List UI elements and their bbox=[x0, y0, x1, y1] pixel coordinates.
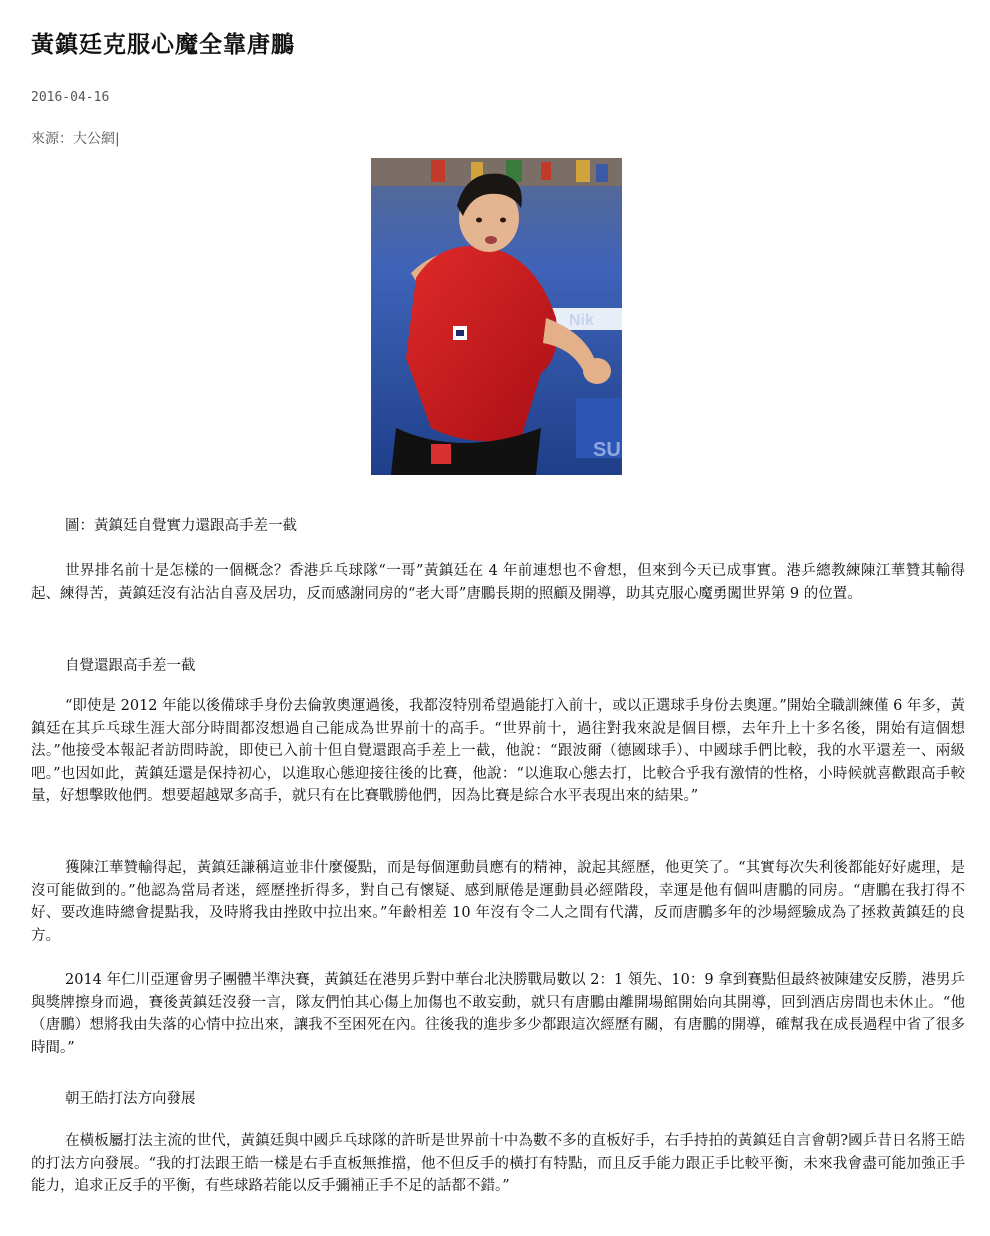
article-paragraph: 獲陳江華贊輸得起，黃鎮廷謙稱這並非什麼優點，而是每個運動員應有的精神，說起其經歷，他更笑了。“其實每次失利後都能好好處理，是沒可能做到的。”他認為當局者迷，經歷挫折得多，對自己有懷疑、感到厭倦是運動員必經階段，幸運是他有個叫唐鵬的同房。“唐鵬在我打得不好、要改進時總會提點我，及時將我由挫敗中拉出來。”年齡相差 10 年沒有令二人之間有代溝，反而唐鵬多年的沙場經驗成為了拯救黃鎮廷的良方。 bbox=[31, 860, 965, 944]
article-paragraph: 在橫板屬打法主流的世代，黃鎮廷與中國乒乓球隊的許昕是世界前十中為數不多的直板好手，右手持拍的黃鎮廷自言會朝?國乒昔日名將王皓的打法方向發展。“我的打法跟王皓一樣是右手直板無推擋，他不但反手的橫打有特點，而且反手能力跟正手比較平衡，未來我會盡可能加強正手能力，追求正反手的平衡，有些球路若能以反手彌補正手不足的話都不錯。” bbox=[31, 1133, 965, 1194]
svg-text:SU: SU bbox=[593, 439, 621, 461]
section-heading: 朝王皓打法方向發展 bbox=[65, 1091, 196, 1107]
article-paragraph: “即使是 2012 年能以後備球手身份去倫敦奧運過後，我都沒特別希望過能打入前十，或以正選球手身份去奧運。”開始全職訓練僅 6 年多，黃鎮廷在其乒乓球生涯大部分時間都沒想過自己能成為世界前十的高手。“世界前十，過往對我來說是個目標，去年升上十多名後，開始有這個想法。”他接受本報記者訪問時說，即使已入前十但自覺還跟高手差上一截，他說：“跟波爾（德國球手）、中國球手們比較，我的水平還差一、兩級吧。”也因如此，黃鎮廷還是保持初心，以進取心態迎接往後的比賽，他說：“以進取心態去打，比較合乎我有激情的性格，小時候就喜歡跟高手較量，好想擊敗他們。想要超越眾多高手，就只有在比賽戰勝他們，因為比賽是綜合水平表現出來的結果。” bbox=[31, 698, 965, 804]
photo-caption: 圖：黃鎮廷自覺實力還跟高手差一截 bbox=[65, 518, 297, 534]
article-title: 黃鎮廷克服心魔全靠唐鵬 bbox=[31, 32, 295, 58]
section-heading: 自覺還跟高手差一截 bbox=[65, 658, 196, 674]
article-source: 來源：大公網| bbox=[31, 131, 120, 147]
svg-text:Nik: Nik bbox=[569, 312, 594, 329]
article-paragraph: 世界排名前十是怎樣的一個概念？香港乒乓球隊“一哥”黃鎮廷在 4 年前連想也不會想，但來到今天已成事實。港乒總教練陳江華贊其輸得起、練得苦，黃鎮廷沒有沾沾自喜及居功，反而感謝同房的“老大哥”唐鵬長期的照顧及開導，助其克服心魔勇闖世界第 9 的位置。 bbox=[31, 563, 965, 602]
table-tennis-player-image bbox=[371, 158, 622, 475]
publish-date: 2016-04-16 bbox=[31, 90, 110, 105]
article-photo bbox=[371, 158, 622, 475]
article-paragraph: 2014 年仁川亞運會男子團體半準決賽，黃鎮廷在港男乒對中華台北決勝戰局數以 2：1 領先、10：9 拿到賽點但最終被陳建安反勝，港男乒與獎牌擦身而過，賽後黃鎮廷沒發一言，隊友們怕其心傷上加傷也不敢妄動，就只有唐鵬由離開場館開始向其開導，回到酒店房間也未休止。“他（唐鵬）想將我由失落的心情中拉出來，讓我不至困死在內。往後我的進步多少都跟這次經歷有關，有唐鵬的開導，確幫我在成長過程中省了很多時間。” bbox=[31, 972, 965, 1056]
